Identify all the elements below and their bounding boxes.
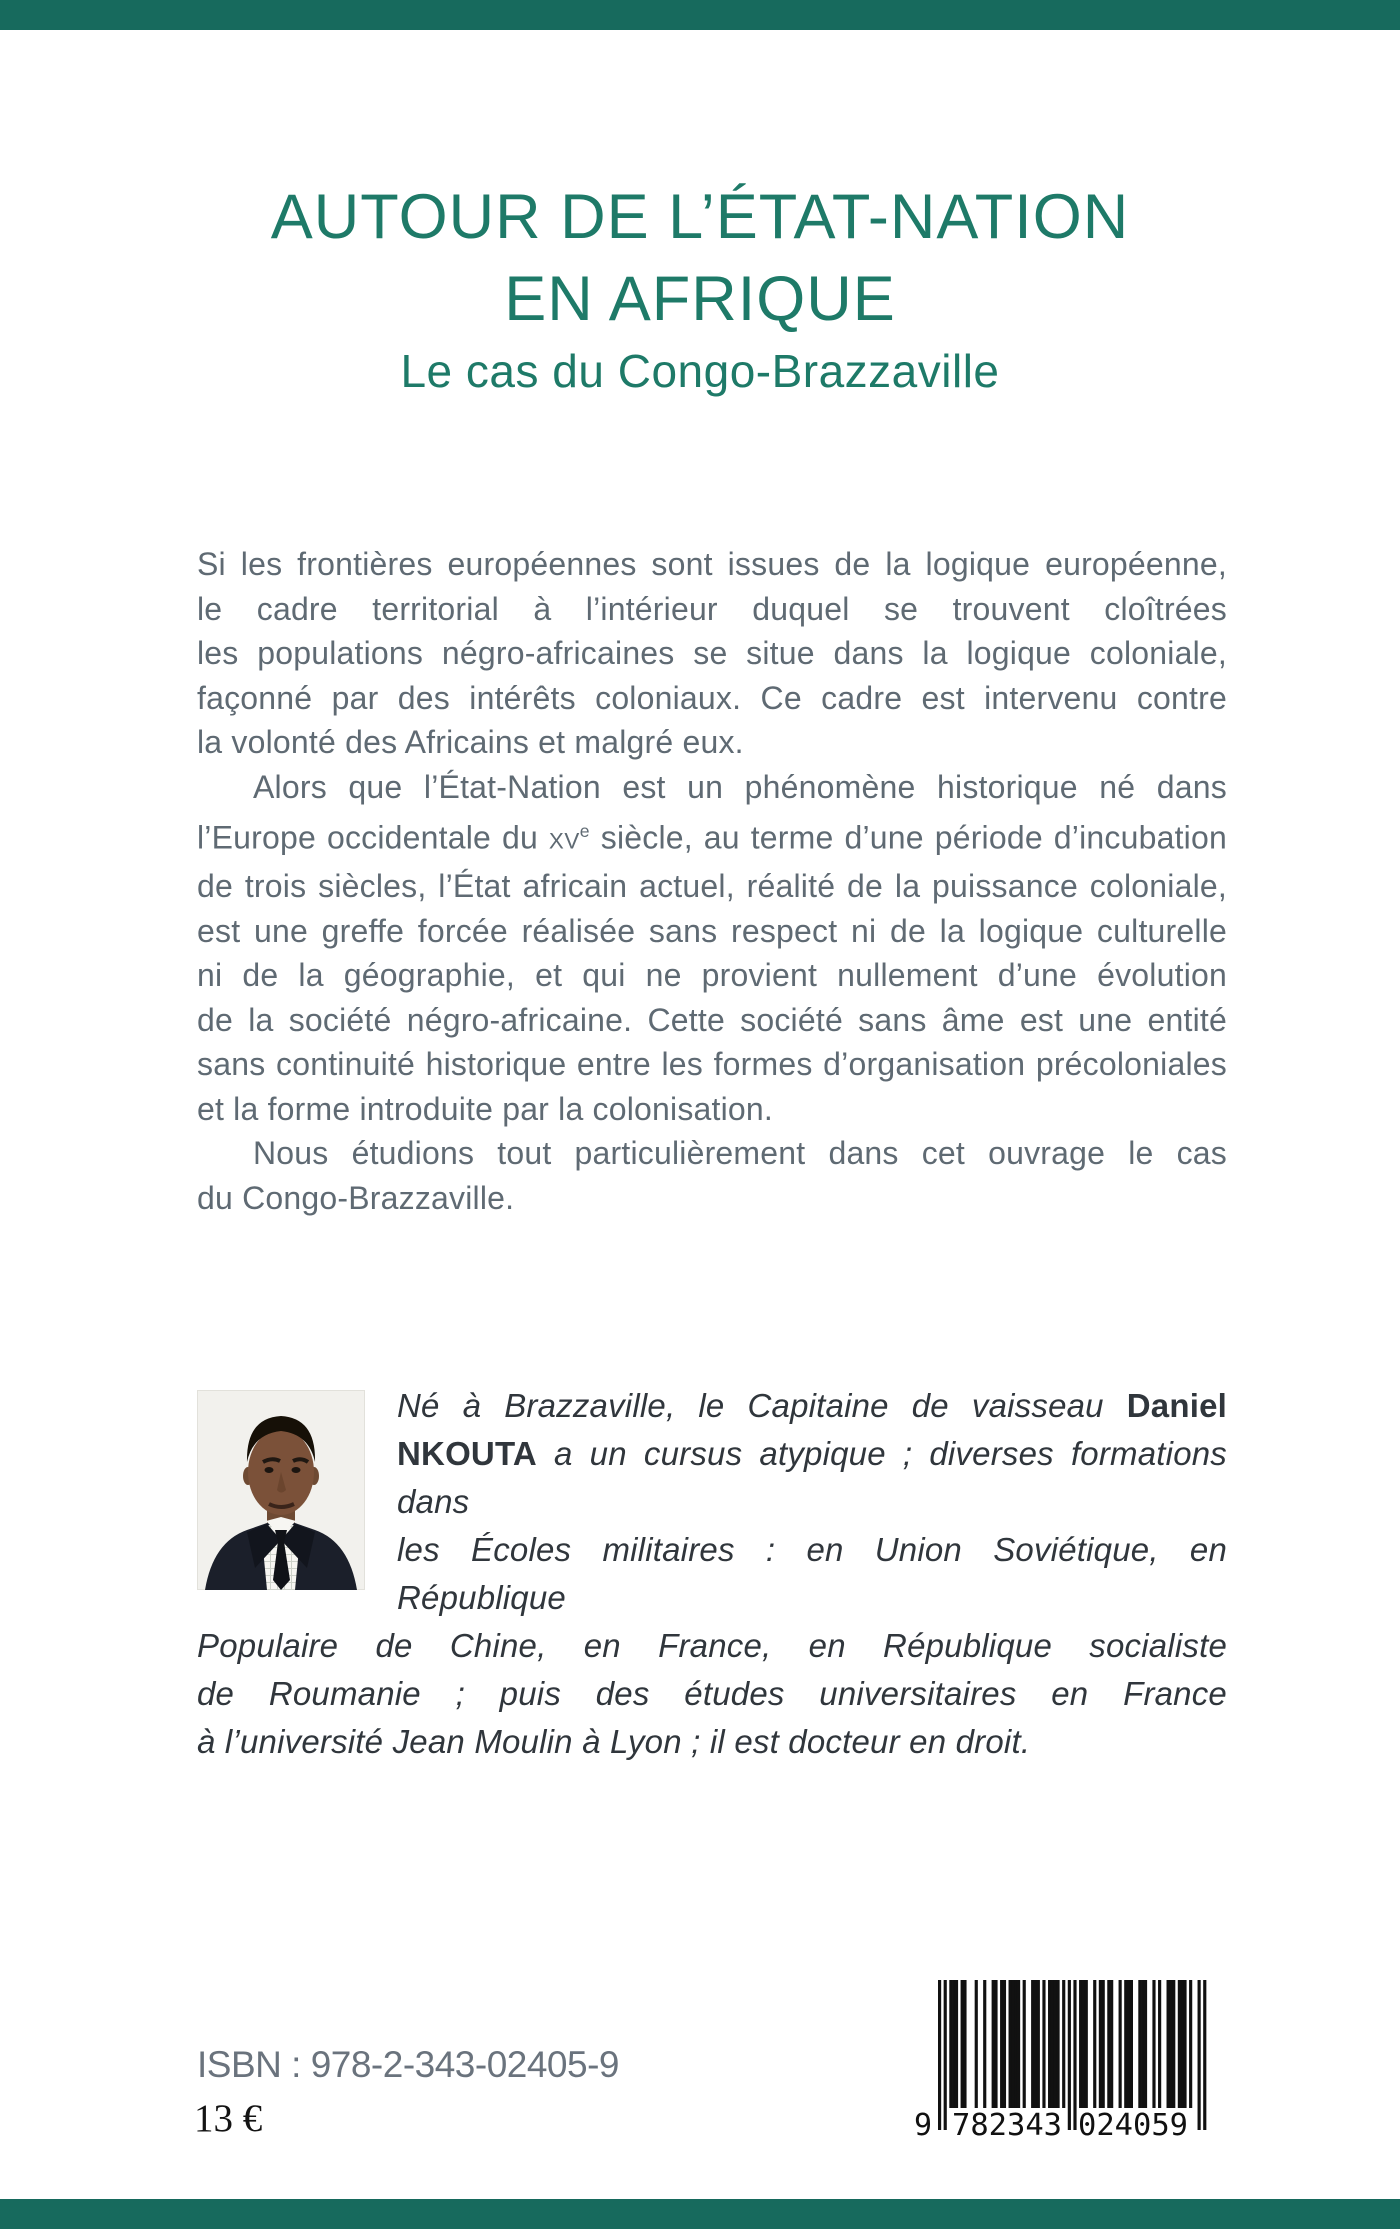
text-line: Alors que l’État-Nation est un phénomène historique né dans (253, 768, 1227, 805)
author-bio-block (197, 1382, 1227, 1766)
ean13-barcode (906, 1980, 1226, 2142)
text-line: à l’université Jean Moulin à Lyon ; il est docteur en droit. (197, 1723, 1031, 1760)
author-photo (197, 1390, 365, 1590)
barcode-digits: 9 (914, 2108, 933, 2142)
barcode-digits: 782343 (952, 2108, 1062, 2142)
text-line: Populaire de Chine, en France, en République socialiste (197, 1627, 1227, 1664)
text-line: façonné par des intérêts coloniaux. Ce cadre est intervenu contre (197, 679, 1227, 716)
book-subtitle: Le cas du Congo-Brazzaville (400, 345, 1000, 397)
isbn-text: ISBN : 978-2-343-02405-9 (197, 2044, 619, 2085)
text-line: NKOUTA a un cursus atypique ; diverses formations dans (397, 1435, 1227, 1520)
bottom-color-band (0, 2199, 1400, 2229)
text-line: et la forme introduite par la colonisation. (197, 1090, 774, 1127)
top-color-band (0, 0, 1400, 30)
book-title (0, 176, 1400, 340)
text-line: Si les frontières européennes sont issues de la logique européenne, (197, 546, 1227, 582)
text-line: Né à Brazzaville, le Capitaine de vaisseau Daniel (397, 1387, 1227, 1424)
text-line: les populations négro-africaines se situe dans la logique coloniale, (197, 635, 1227, 671)
book-title-line1: AUTOUR DE L’ÉTAT-NATION (270, 182, 1130, 253)
synopsis-text-block (197, 542, 1227, 1220)
text-line: ni de la géographie, et qui ne provient nullement d’une évolution (197, 957, 1227, 994)
text-line: les Écoles militaires : en Union Soviétique, en République (397, 1531, 1227, 1616)
text-line: de Roumanie ; puis des études universitaires en France (197, 1675, 1227, 1712)
text-line: du Congo-Brazzaville. (197, 1179, 515, 1216)
price-text: 13 € (194, 2097, 263, 2140)
text-line: de la société négro-africaine. Cette société sans âme est une entité (197, 1001, 1227, 1038)
text-line: est une greffe forcée réalisée sans respect ni de la logique culturelle (197, 912, 1227, 949)
text-line: l’Europe occidentale du XVe siècle, au terme d’une période d’incubation (197, 819, 1227, 856)
author-photo-image (197, 1390, 365, 1590)
book-title-line2: EN AFRIQUE (504, 264, 896, 335)
text-line: sans continuité historique entre les formes d’organisation précoloniales (197, 1046, 1227, 1083)
barcode-digits: 024059 (1078, 2108, 1188, 2142)
text-line: le cadre territorial à l’intérieur duquel se trouvent cloîtrées (197, 590, 1227, 627)
text-line: Nous étudions tout particulièrement dans cet ouvrage le cas (253, 1135, 1227, 1172)
text-line: de trois siècles, l’État africain actuel, réalité de la puissance coloniale, (197, 868, 1227, 905)
text-line: la volonté des Africains et malgré eux. (197, 724, 744, 760)
